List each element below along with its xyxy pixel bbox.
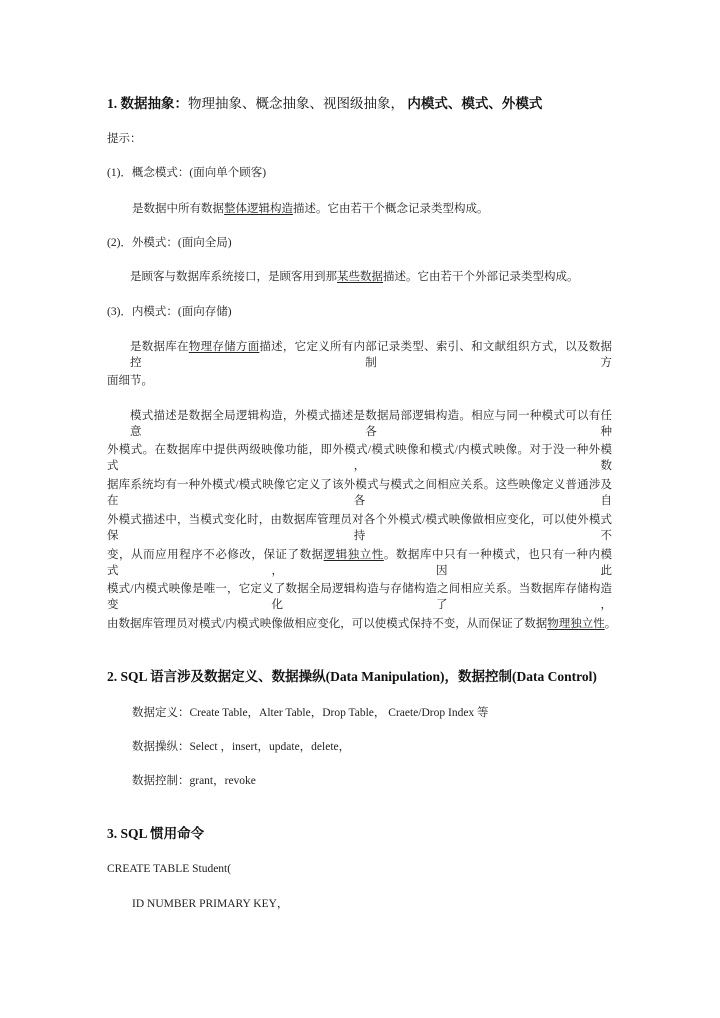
underlined-term: 整体逻辑构造 xyxy=(224,203,293,215)
text-segment: 是数据库在 xyxy=(130,341,189,353)
text-segment: 。数据库中只有一种模式，也只有一种内模式，因此 xyxy=(107,549,613,577)
text-segment: 3. SQL 惯用命令 xyxy=(107,826,205,841)
text-segment: 由数据库管理员对模式/内模式映像做相应变化，可以使模式保持不变，从而保证了数据 xyxy=(107,618,548,630)
section-heading xyxy=(107,826,204,842)
text-line xyxy=(107,442,612,474)
text-segment: 内模式、模式、外模式 xyxy=(404,96,543,111)
text-line xyxy=(132,201,489,217)
text-segment: 据库系统均有一种外模式/模式映像它定义了该外模式与模式之间相应关系。这些映像定义普通涉及在各自 xyxy=(107,479,612,507)
text-segment: 描述。它由若干个外部记录类型构成。 xyxy=(383,271,579,283)
text-line xyxy=(107,477,612,509)
text-line xyxy=(107,304,232,320)
text-segment: 变，从而应用程序不必修改，保证了数据 xyxy=(107,549,324,561)
text-line xyxy=(132,705,489,721)
text-line xyxy=(132,739,350,755)
text-segment: 是顾客与数据库系统接口，是顾客用到那 xyxy=(130,271,337,283)
text-segment: 数据控制：grant，revoke xyxy=(132,775,256,787)
text-segment: 是数据中所有数据 xyxy=(132,203,224,215)
text-segment: 提示： xyxy=(107,133,142,145)
underlined-term: 物理存储方面 xyxy=(188,341,260,353)
text-segment: 描述，它定义所有内部记录类型、索引、和文献组织方式，以及数据控制方 xyxy=(130,341,612,369)
text-segment: 描述。它由若干个概念记录类型构成。 xyxy=(293,203,489,215)
text-line xyxy=(107,512,612,544)
text-segment: 数据定义：Create Table，Alter Table，Drop Table， Craete/Drop Index 等 xyxy=(132,707,489,719)
text-line xyxy=(107,131,142,147)
text-line xyxy=(132,896,288,912)
text-line xyxy=(132,773,256,789)
section-heading xyxy=(107,669,597,685)
text-line xyxy=(130,339,612,371)
text-segment: CREATE TABLE Student( xyxy=(107,863,232,875)
text-segment: (3)．内模式：(面向存储) xyxy=(107,306,232,318)
text-line xyxy=(107,235,232,251)
text-line xyxy=(107,616,616,632)
text-segment: (2)．外模式：(面向全局) xyxy=(107,237,232,249)
text-segment: 物理抽象、概念抽象、视图级抽象， xyxy=(188,96,404,111)
text-segment: 模式描述是数据全局逻辑构造，外模式描述是数据局部逻辑构造。相应与同一种模式可以有任意各种 xyxy=(130,410,612,438)
text-segment: 。 xyxy=(604,618,617,630)
text-segment: 数据操纵：Select ，insert，update，delete， xyxy=(132,741,351,753)
text-line xyxy=(107,373,153,389)
underlined-term: 某些数据 xyxy=(337,271,383,283)
text-segment: 2. SQL 语言涉及数据定义、数据操纵(Data Manipulation)，数据控制(Data Control) xyxy=(107,669,597,684)
section-heading xyxy=(107,96,542,112)
text-line xyxy=(130,408,612,440)
text-segment: 1. 数据抽象： xyxy=(107,96,188,111)
text-segment: 模式/内模式映像是唯一，它定义了数据全局逻辑构造与存储构造之间相应关系。当数据库存储构造变化了， xyxy=(107,583,612,611)
text-line xyxy=(107,547,612,579)
text-segment: (1)．概念模式：(面向单个顾客) xyxy=(107,167,267,179)
text-line xyxy=(107,165,266,181)
underlined-term: 物理独立性 xyxy=(547,618,605,630)
text-segment: 外模式描述中，当模式变化时，由数据库管理员对各个外模式/模式映像做相应变化，可以使外模式保持不 xyxy=(107,514,612,542)
text-segment: ID NUMBER PRIMARY KEY， xyxy=(132,898,289,910)
text-line xyxy=(130,269,579,285)
text-line xyxy=(107,861,231,877)
text-segment: 外模式。在数据库中提供两级映像功能，即外模式/模式映像和模式/内模式映像。对于没一种外模式，数 xyxy=(107,444,612,472)
text-segment: 面细节。 xyxy=(107,375,153,387)
underlined-term: 逻辑独立性 xyxy=(323,549,384,561)
text-line xyxy=(107,581,612,613)
